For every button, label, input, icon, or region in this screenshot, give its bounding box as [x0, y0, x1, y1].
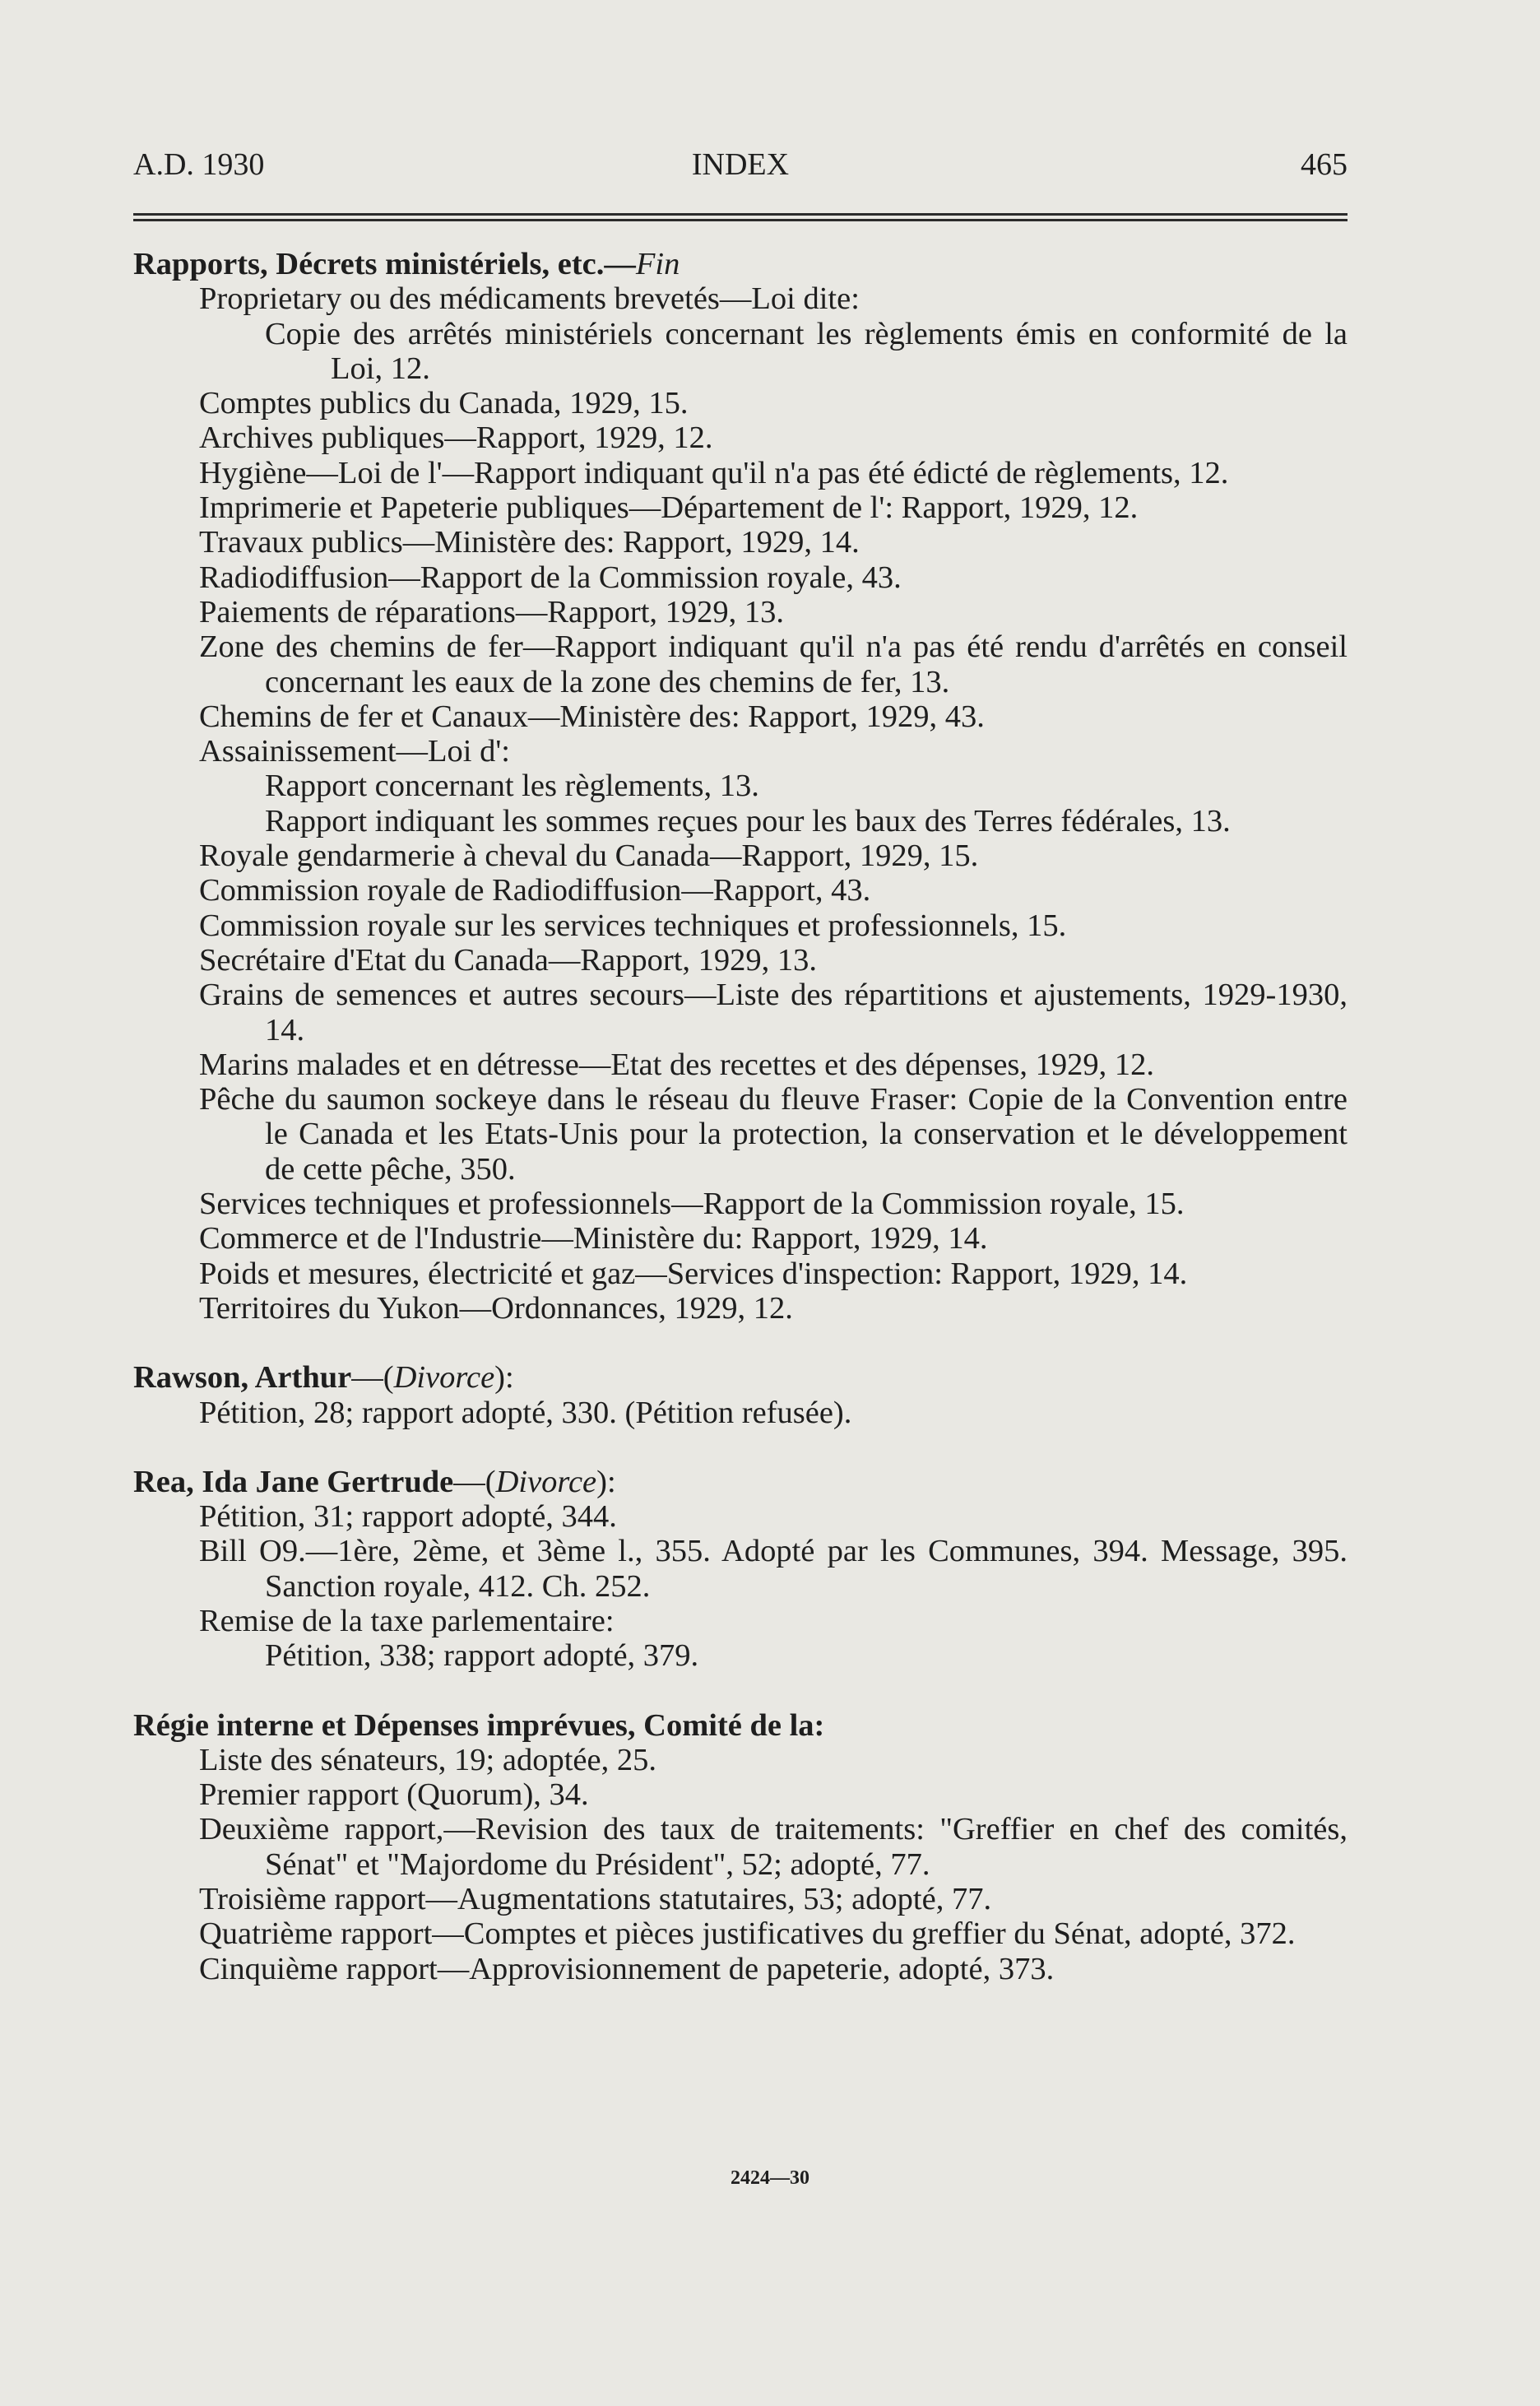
printer-mark: 2424—30 [731, 2167, 809, 2189]
index-entry: Grains de semences et autres secours—Liste des répartitions et ajustements, 1929-1930, 14. [199, 978, 1348, 1047]
index-entry: Premier rapport (Quorum), 34. [199, 1777, 589, 1813]
index-entry: Hygiène—Loi de l'—Rapport indiquant qu'il n'a pas été édicté de règlements, 12. [199, 455, 1229, 490]
section-heading: Rapports, Décrets ministériels, etc.—Fin [133, 247, 680, 281]
index-entry: Paiements de réparations—Rapport, 1929, 13. [199, 594, 785, 629]
index-subentry: Copie des arrêtés ministériels concernant les règlements émis en conformité de la Loi, 12. [265, 316, 1348, 386]
index-entry: Troisième rapport—Augmentations statutaires, 53; adopté, 77. [199, 1882, 992, 1917]
header-rule-top [133, 213, 1348, 216]
section-heading: Rawson, Arthur—(Divorce): [133, 1360, 514, 1396]
index-entry: Commerce et de l'Industrie—Ministère du: Rapport, 1929, 14. [199, 1221, 988, 1256]
header-year: A.D. 1930 [133, 147, 265, 182]
index-entry: Assainissement—Loi d': [199, 734, 511, 769]
index-subentry: Rapport indiquant les sommes reçues pour les baux des Terres fédérales, 13. [265, 803, 1231, 838]
index-entry: Commission royale de Radiodiffusion—Rapport, 43. [199, 873, 871, 908]
section-heading: Rea, Ida Jane Gertrude—(Divorce): [133, 1464, 616, 1499]
index-entry: Deuxième rapport,—Revision des taux de traitements: "Greffier en chef des comités, Sénat" et "Majordome du Président", 52; adopté, 77. [199, 1812, 1348, 1882]
page-header [133, 146, 1348, 186]
index-entry: Archives publiques—Rapport, 1929, 12. [199, 420, 713, 456]
index-entry: Territoires du Yukon—Ordonnances, 1929, 12. [199, 1290, 793, 1326]
index-entry: Marins malades et en détresse—Etat des recettes et des dépenses, 1929, 12. [199, 1047, 1155, 1082]
page-number: 465 [1301, 147, 1348, 182]
index-entry: Cinquième rapport—Approvisionnement de papeterie, adopté, 373. [199, 1951, 1055, 1986]
index-entry: Quatrième rapport—Comptes et pièces justificatives du greffier du Sénat, adopté, 372. [199, 1916, 1296, 1952]
index-entry: Comptes publics du Canada, 1929, 15. [199, 386, 689, 421]
section-heading: Régie interne et Dépenses imprévues, Comité de la: [133, 1707, 825, 1743]
header-rule-bottom [133, 219, 1348, 221]
index-entry: Imprimerie et Papeterie publiques—Département de l': Rapport, 1929, 12. [199, 490, 1139, 526]
index-subentry: Rapport concernant les règlements, 13. [265, 769, 759, 804]
index-entry: Royale gendarmerie à cheval du Canada—Rapport, 1929, 15. [199, 838, 979, 874]
index-entry: Secrétaire d'Etat du Canada—Rapport, 1929, 13. [199, 942, 818, 978]
index-content [133, 247, 1348, 1986]
index-entry: Zone des chemins de fer—Rapport indiquant qu'il n'a pas été rendu d'arrêtés en conseil concernant les eaux de la zone des chemins de fer, 13. [199, 629, 1348, 699]
index-entry: Radiodiffusion—Rapport de la Commission royale, 43. [199, 560, 902, 595]
index-entry: Commission royale sur les services techniques et professionnels, 15. [199, 908, 1067, 943]
index-entry: Chemins de fer et Canaux—Ministère des: Rapport, 1929, 43. [199, 699, 985, 734]
header-title: INDEX [691, 147, 790, 182]
index-entry: Pétition, 31; rapport adopté, 344. [199, 1499, 617, 1535]
section-gap [133, 1430, 1348, 1465]
index-entry: Bill O9.—1ère, 2ème, et 3ème l., 355. Adopté par les Communes, 394. Message, 395. Sanction royale, 412. Ch. 252. [199, 1534, 1348, 1604]
index-entry: Remise de la taxe parlementaire: [199, 1603, 615, 1638]
index-subentry: Pétition, 338; rapport adopté, 379. [265, 1638, 699, 1674]
section-gap [133, 1674, 1348, 1708]
index-entry: Poids et mesures, électricité et gaz—Services d'inspection: Rapport, 1929, 14. [199, 1256, 1188, 1291]
index-entry: Pêche du saumon sockeye dans le réseau du fleuve Fraser: Copie de la Convention entre le Canada et les Etats-Unis pour la protection, la conservation et le développement de cette pêche, 350. [199, 1082, 1348, 1187]
index-entry: Services techniques et professionnels—Rapport de la Commission royale, 15. [199, 1187, 1185, 1222]
section-gap [133, 1326, 1348, 1360]
index-entry: Liste des sénateurs, 19; adoptée, 25. [199, 1742, 656, 1777]
index-entry: Proprietary ou des médicaments brevetés—Loi dite: [199, 281, 860, 317]
index-entry: Pétition, 28; rapport adopté, 330. (Pétition refusée). [199, 1395, 852, 1430]
index-entry: Travaux publics—Ministère des: Rapport, 1929, 14. [199, 525, 860, 560]
